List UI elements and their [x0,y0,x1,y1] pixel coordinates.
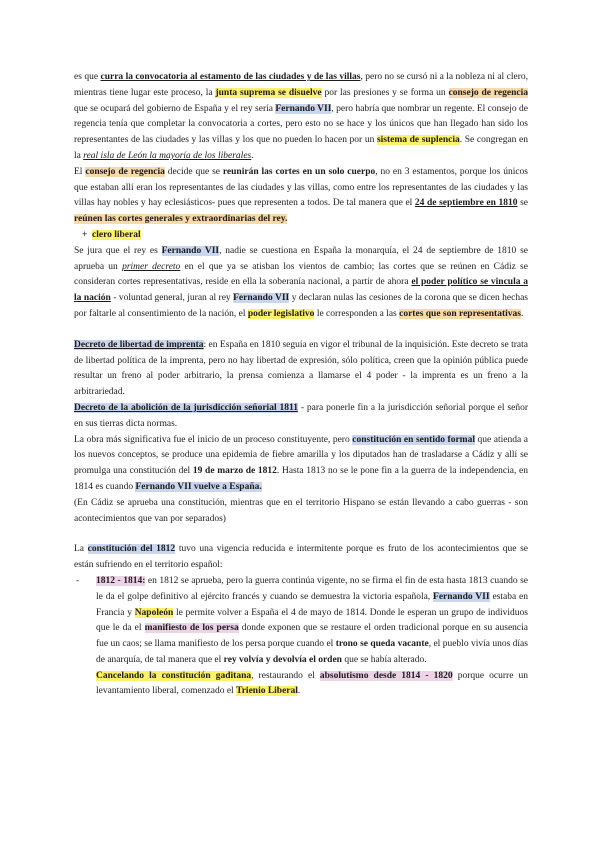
paragraph-reunion-cortes: El consejo de regencia decide que se reunirán las cortes en un solo cuerpo, no en 3 estamentos, porque los únicos que estaban allí eran los representantes de las ciudades y las villas, como entre los representantes de las ciudades y las villas hay nobles y hay eclesiásticos- pues que representen a todos. De tal manera que el 24 de septiembre en 1810 se reúnen las cortes generales y extraordinarias del rey. [74,166,528,225]
paragraph-cancelando-constitucion: Cancelando la constitución gaditana, restaurando el absolutismo desde 1814 - 1820 porque ocurre un levantamiento liberal, comenzado el Trienio Liberal. [96,670,528,697]
paragraph-junta-convocatoria: es que curra la convocatoria al estamento de las ciudades y de las villas, pero no se cursó ni a la nobleza ni al clero, mientras tiene lugar este proceso, la junta suprema se disuelve por las presiones y se forma un consejo de regencia que se ocupará del gobierno de España y el rey sería Fernando VII, pero habría que nombrar un regente. El consejo de regencia tenía que completar la convocatoria a cortes, pero esto no se hace y los únicos que han llegado han sido los representantes de las ciudades y las villas y los que no pueden lo hacen por un sistema de suplencia. Se congregan en la real isla de León la mayoría de los liberales. [74,72,529,161]
underline-poder-politico: el poder político se vincula a la nación [74,277,529,304]
highlight-napoleon: Napoleón [134,607,174,618]
bold-trono-vacante: trono se queda vacante [335,639,429,650]
paragraph-jurisdiccion-senorial: Decreto de la abolición de la jurisdicción señorial 1811 - para ponerle fin a la jurisdicción señorial porque el señor en sus tierras dicta normas. [74,402,529,429]
paragraph-proceso-constituyente: La obra más significativa fue el inicio de un proceso constituyente, pero constitución en sentido formal que atienda a los nuevos conceptos, se produce una epidemia de fiebre amarilla y los diputados han de trasladarse a Cádiz y allí se promulga una constitución del 19 de marzo de 1812. Hasta 1813 no se le pone fin a la guerra de la independencia, en 1814 es cuando Fernando VII vuelve a España. [74,434,529,492]
paragraph-gap-2 [74,527,528,542]
highlight-poder-legislativo: poder legislativo [247,308,315,319]
paragraph-libertad-imprenta: Decreto de libertad de imprenta: en España en 1810 seguía en vigor el tribunal de la inquisición. Este decreto se trata de libertad política de la imprenta, pero no hay libertad de expresión, sólo política, creen que la opinión pública puede resultar un freno al poder arbitrario, la prensa comienza a llamarse el 4 poder - la imprenta es un freno a la arbitrariedad. [74,339,528,398]
highlight-manifiesto-persas: manifiesto de los persa [144,623,239,634]
highlight-constitucion-formal: constitución en sentido formal [352,434,475,445]
highlight-fernando-vuelve: Fernando VII vuelve a España. [135,481,262,492]
highlight-constitucion-1812: constitución del 1812 [87,544,176,555]
date-24-septiembre-1810: 24 de septiembre en 1810 [414,198,518,209]
dash-marker: - [76,575,80,586]
bold-rey-volvia: rey volvía y devolvía el orden [223,654,342,665]
bold-solo-cuerpo: reunirán las cortes en un solo cuerpo [222,166,376,177]
bullet-marker: + [82,229,88,240]
highlight-consejo-regencia: consejo de regencia [448,87,528,98]
highlight-cortes-representativas: cortes que son representativas [399,308,521,319]
highlight-sistema-suplencia: sistema de suplencia [376,135,460,146]
highlight-fernando-vii-2: Fernando VII [161,245,220,256]
paragraph-constitucion-1812: La constitución del 1812 tuvo una vigencia reducida e intermitente porque es fruto de los acontecimientos que se están sufriendo en el territorio español: [74,544,528,571]
highlight-absolutismo: absolutismo desde 1814 - 1820 [319,670,453,681]
paragraph-nota-cadiz: (En Cádiz se aprueba una constitución, mientras que en el territorio Hispano se están llevando a cabo guerras - son acontecimientos que van por separados) [74,497,528,524]
highlight-fernando-vii-3: Fernando VII [233,293,290,304]
bold-19-marzo-1812: 19 de marzo de 1812 [192,466,277,477]
document-page [74,70,528,700]
highlight-consejo-regencia-2: consejo de regencia [85,166,165,177]
highlight-junta-suprema: junta suprema se disuelve [215,87,322,98]
paragraph-gap [74,323,528,338]
underline-isla-leon: real isla de León la mayoría de los liberales [83,150,252,161]
highlight-1812-1814: 1812 - 1814: [96,575,146,586]
list-item-1812-1814: - 1812 - 1814: en 1812 se aprueba, pero la guerra continúa vigente, no se firma el fin de esta hasta 1813 cuando se le da el golpe definitivo al ejército francés y cuando se demuestra la victoria española, Fernando VII estaba en Francia y Napoleón le permite volver a España el 4 de mayo de 1814. Donde le esperan un grupo de individuos que le da el manifiesto de los persa donde exponen que se restaure el orden tradicional porque en su ausencia fue un caos; se llama manifiesto de los persa porque cuando el trono se queda vacante, el pueblo vivía unos días de anarquía, de tal manera que el rey volvía y devolvía el orden que se había alterado. [76,575,529,665]
underline-primer-decreto: primer decreto [122,261,181,272]
heading-decreto-imprenta: Decreto de libertad de imprenta [74,339,204,350]
heading-decreto-abolicion: Decreto de la abolición de la jurisdicción señorial 1811 [74,402,298,413]
paragraph-juramento-rey: Se jura que el rey es Fernando VII, nadie se cuestiona en España la monarquía, el 24 de septiembre de 1810 se aprueba un primer decreto en el que ya se atisban los vientos de cambio; las cortes que se reúnen en Cádiz se consideran cortes representativas, reside en ella la soberanía nacional, a partir de ahora el poder político se vincula a la nación - voluntad general, juran al rey Fernando VII y declaran nulas las cesiones de la corona que se dicen hechas por faltarle al consentimiento de la nación, el poder legislativo le corresponden a las cortes que son representativas. [74,245,529,319]
highlight-convocatoria: curra la convocatoria al estamento de las ciudades y de las villas [100,72,361,82]
highlight-trienio-liberal: Trienio Liberal [236,686,298,697]
highlight-fernando-vii-4: Fernando VII [433,591,490,602]
bullet-clero-liberal [74,228,528,244]
highlight-clero-liberal: clero liberal [92,229,141,240]
highlight-cancelando-constitucion: Cancelando la constitución gaditana [96,670,252,681]
highlight-cortes-generales: reúnen las cortes generales y extraordinarias del rey. [74,214,288,225]
highlight-fernando-vii: Fernando VII [275,103,332,114]
